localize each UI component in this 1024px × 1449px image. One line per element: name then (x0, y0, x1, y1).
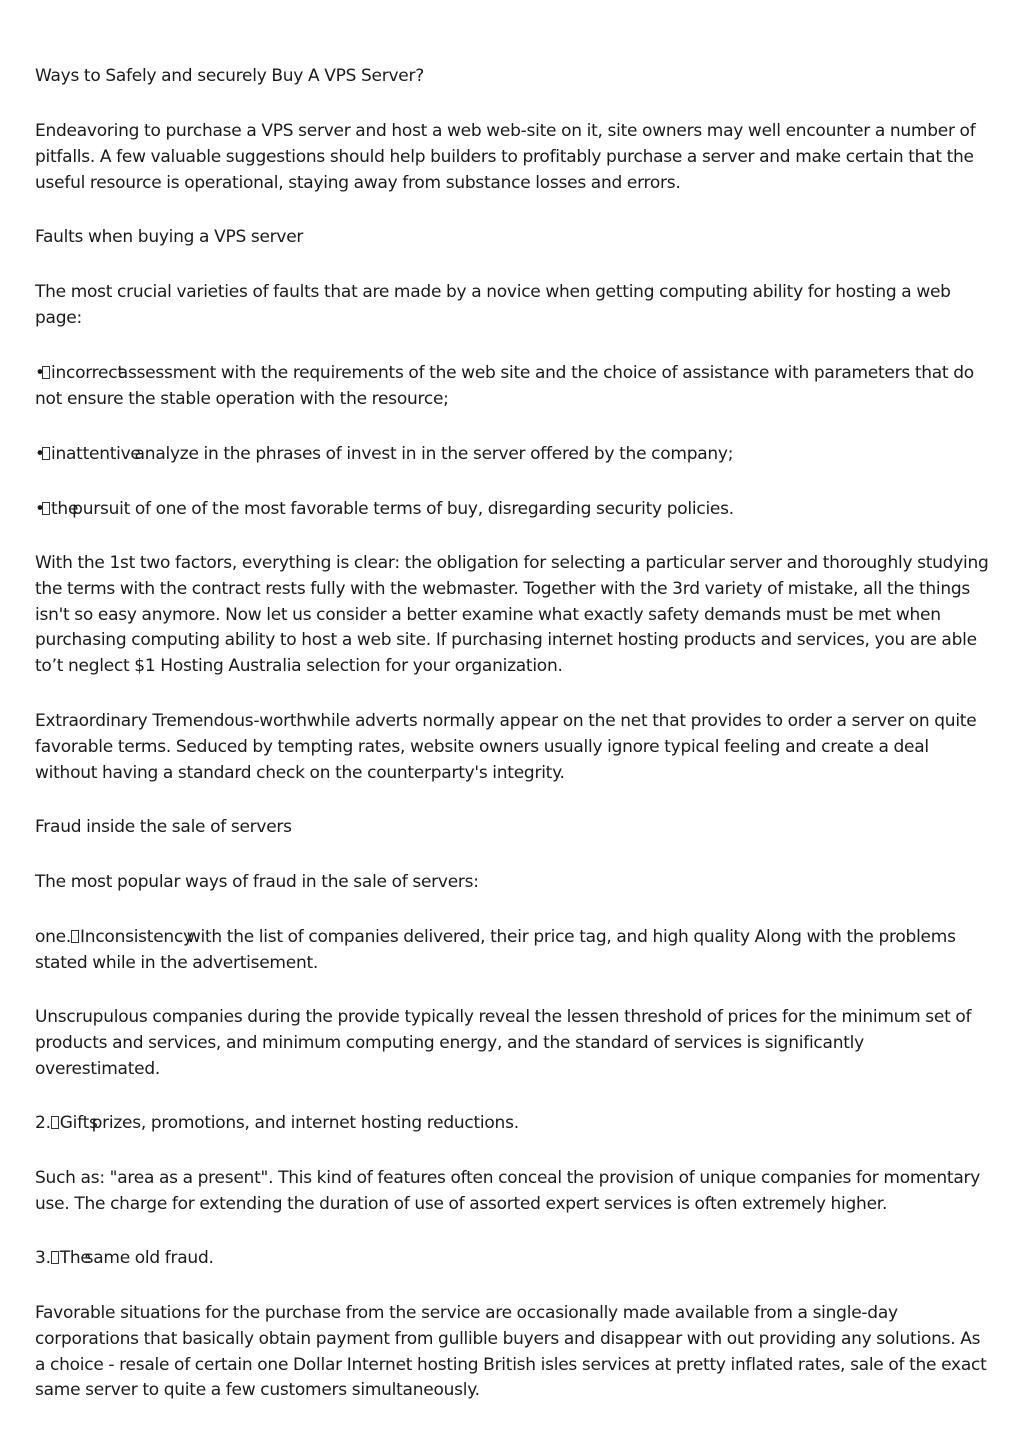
fraud-item-marker: 3. (35, 1248, 51, 1268)
intro-paragraph: Endeavoring to purchase a VPS server and host a web web-site on it, site owners may well encounter a number of pitfalls. A few valuable suggestions should help builders to profitably purchase a server and make certain that the useful resource is operational, staying away from substance losses and errors. (35, 121, 976, 193)
fraud-lead-paragraph: The most popular ways of fraud in the sale of servers: (35, 872, 479, 892)
bullet-marker: • (35, 499, 45, 519)
fault-item-3 (35, 497, 990, 523)
missing-glyph-box (42, 502, 50, 515)
fraud-item-marker: 2. (35, 1113, 51, 1133)
fraud-item-first-word: The (59, 1248, 91, 1268)
missing-glyph-box (42, 366, 50, 379)
adverts-paragraph: Extraordinary Tremendous-worthwhile adverts normally appear on the net that provides to order a server on quite favorable terms. Seduced by tempting rates, website owners usually ignore typical feeling and create a deal without having a standard check on the counterparty's integrity. (35, 711, 977, 783)
fault-item-first-word: inattentive (51, 444, 141, 464)
fraud-item-3 (35, 1246, 990, 1272)
fault-item-text: assessment with the requirements of the web site and the choice of assistance with parameters that do not ensure the stable operation with the resource; (35, 363, 974, 409)
fraud-item-1-explanation: Unscrupulous companies during the provide typically reveal the lessen threshold of prices for the minimum set of products and services, and minimum computing energy, and the standard of services is significantly overestimated. (35, 1007, 972, 1079)
faults-heading: Faults when buying a VPS server (35, 227, 304, 247)
fraud-item-marker: one. (35, 927, 72, 947)
missing-glyph-box (51, 1251, 59, 1264)
fault-item-text: analyze in the phrases of invest in in the server offered by the company; (134, 444, 734, 464)
fraud-item-1 (35, 925, 990, 977)
fault-item-2 (35, 442, 990, 468)
bullet-marker: • (35, 444, 45, 464)
fraud-item-2 (35, 1111, 990, 1137)
fault-item-1 (35, 361, 990, 413)
fraud-item-3-explanation: Favorable situations for the purchase from the service are occasionally made available from a single-day corporations that basically obtain payment from gullible buyers and disappear with out providing any solutions. As a choice - resale of certain one Dollar Internet hosting British isles services at pretty inflated rates, sale of the exact same server to quite a few customers simultaneously. (35, 1303, 987, 1401)
fraud-item-text: prizes, promotions, and internet hosting reductions. (91, 1113, 519, 1133)
missing-glyph-box (71, 930, 79, 943)
missing-glyph-box (42, 447, 50, 460)
fault-item-first-word: incorrect (51, 363, 124, 383)
document-title: Ways to Safely and securely Buy A VPS Server? (35, 66, 424, 86)
bullet-marker: • (35, 363, 45, 383)
fraud-item-first-word: Inconsistency (80, 927, 193, 947)
fraud-item-2-explanation: Such as: "area as a present". This kind of features often conceal the provision of unique companies for momentary use. The charge for extending the duration of use of assorted expert services is often extremely higher. (35, 1168, 981, 1214)
missing-glyph-box (51, 1116, 59, 1129)
fraud-item-text: with the list of companies delivered, their price tag, and high quality Along with the problems stated while in the advertisement. (35, 927, 956, 973)
fraud-item-first-word: Gifts (59, 1113, 98, 1133)
fault-item-text: pursuit of one of the most favorable terms of buy, disregarding security policies. (72, 499, 734, 519)
fault-item-first-word: the (51, 499, 79, 519)
fraud-heading: Fraud inside the sale of servers (35, 817, 292, 837)
fraud-item-text: same old fraud. (84, 1248, 214, 1268)
faults-lead-paragraph: The most crucial varieties of faults that are made by a novice when getting computing ability for hosting a web page: (35, 282, 951, 328)
factors-paragraph: With the 1st two factors, everything is clear: the obligation for selecting a particular server and thoroughly studying the terms with the contract rests fully with the webmaster. Together with the 3rd variety of mistake, all the things isn't so easy anymore. Now let us consider a better examine what exactly safety demands must be met when purchasing computing ability to host a web site. If purchasing internet hosting products and services, you are able to’t neglect $1 Hosting Australia selection for your organization. (35, 553, 989, 677)
